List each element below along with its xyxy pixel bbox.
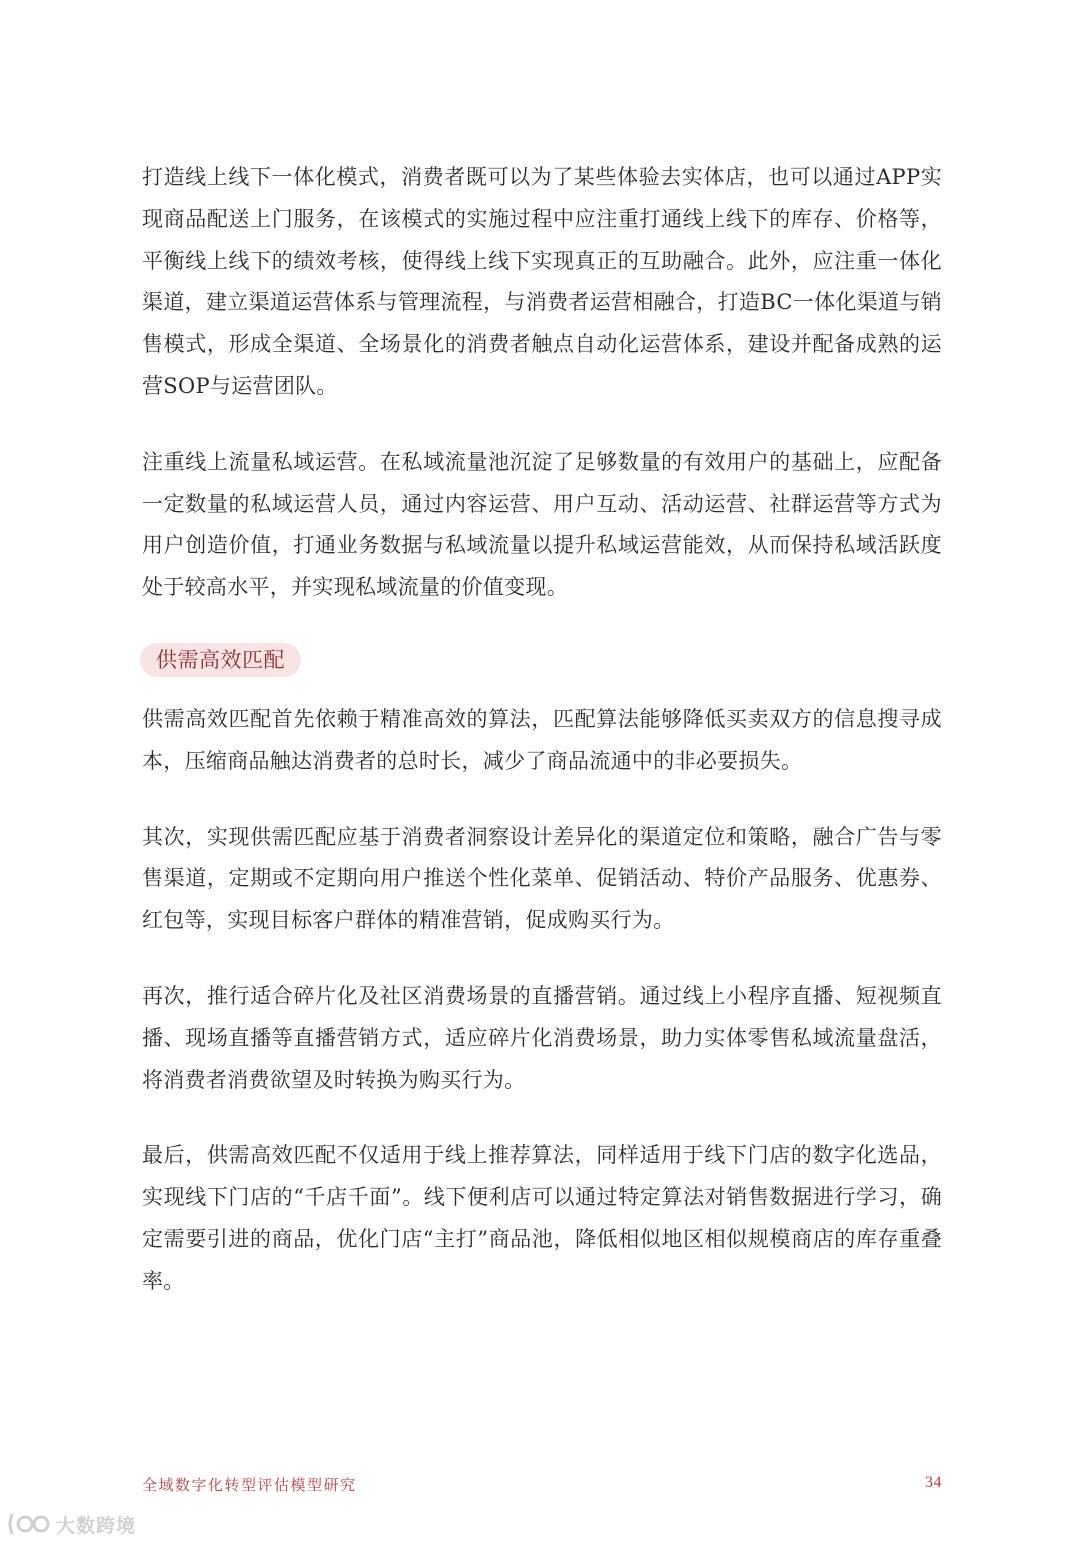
watermark-text: 大数跨境	[56, 1514, 137, 1537]
body-paragraph: 注重线上流量私域运营。在私域流量池沉淀了足够数量的有效用户的基础上，应配备一定数量的私域运营人员，通过内容运营、用户互动、活动运营、社群运营等方式为用户创造价值，打通业务数据与私域流量以提升私域运营能效，从而保持私域活跃度处于较高水平，并实现私域流量的价值变现。	[142, 449, 942, 600]
logo-icon	[6, 1511, 52, 1537]
body-paragraph: 打造线上线下一体化模式，消费者既可以为了某些体验去实体店，也可以通过APP实现商品配送上门服务，在该模式的实施过程中应注重打通线上线下的库存、价格等，平衡线上线下的绩效考核，使得线上线下实现真正的互助融合。此外，应注重一体化渠道，建立渠道运营体系与管理流程，与消费者运营相融合，打造BC一体化渠道与销售模式，形成全渠道、全场景化的消费者触点自动化运营体系，建设并配备成熟的运营SOP与运营团队。	[142, 165, 942, 398]
watermark	[6, 1509, 136, 1539]
section-paragraph: 最后，供需高效匹配不仅适用于线上推荐算法，同样适用于线下门店的数字化选品，实现线下门店的“千店千面”。线下便利店可以通过特定算法对销售数据进行学习，确定需要引进的商品，优化门店“主打”商品池，降低相似地区相似规模商店的库存重叠率。	[142, 1143, 942, 1293]
section-paragraph: 其次，实现供需匹配应基于消费者洞察设计差异化的渠道定位和策略，融合广告与零售渠道，定期或不定期向用户推送个性化菜单、促销活动、特价产品服务、优惠券、红包等，实现目标客户群体的精准营销，促成购买行为。	[142, 824, 942, 933]
page-number: 34	[925, 1474, 942, 1491]
footer-title: 全域数字化转型评估模型研究	[142, 1476, 357, 1494]
section-paragraph: 供需高效匹配首先依赖于精准高效的算法，匹配算法能够降低买卖双方的信息搜寻成本，压缩商品触达消费者的总时长，减少了商品流通中的非必要损失。	[142, 706, 942, 773]
page-footer	[142, 1474, 942, 1498]
main-content	[142, 157, 942, 1337]
section-heading-tag: 供需高效匹配	[140, 643, 301, 677]
section-paragraph: 再次，推行适合碎片化及社区消费场景的直播营销。通过线上小程序直播、短视频直播、现场直播等直播营销方式，适应碎片化消费场景，助力实体零售私域流量盘活，将消费者消费欲望及时转换为购买行为。	[142, 983, 942, 1092]
